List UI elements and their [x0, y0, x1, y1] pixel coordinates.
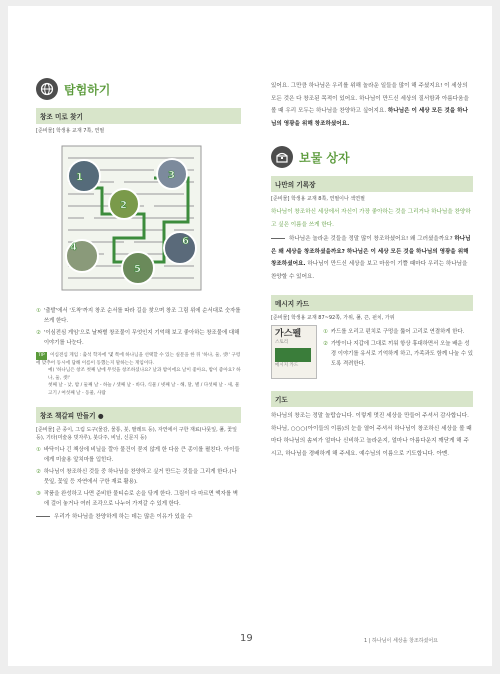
continuation-bold: 하나님은 이 세상 모든 것을 하나님의 영광을 위해 창조하셨어요.: [271, 108, 468, 127]
step-number: ①: [36, 308, 41, 314]
maze-label-4: 4: [70, 242, 77, 253]
treasure-heading: [271, 144, 473, 170]
maze-section-bar: 창조 미로 찾기: [36, 108, 241, 124]
card-subtitle: 스토리: [275, 340, 289, 345]
closing-text: 우리가 하나님을 찬양하게 하는 데는 많은 이유가 있을 수: [54, 514, 193, 520]
running-title: 1 | 하나님이 세상을 창조하셨어요: [364, 638, 439, 644]
step-number: ②: [323, 341, 328, 347]
card-section-bar: 메시지 카드: [271, 295, 473, 311]
step-text: 바닥이나 긴 책상에 비닐을 깔아 물건이 묻지 않게 한 다음 큰 종이를 펼친다. 아이들에게 미술용 앞치마를 입힌다.: [43, 447, 240, 463]
record-body-bold: 하나님은 왜 세상을 창조하셨을까요? 하나님은 이 세상 모든 것을 하나님의 영광을 위해 창조하셨어요.: [271, 236, 471, 267]
maze-label-6: 6: [182, 236, 189, 247]
record-green-text: 하나님이 창조하신 세상에서 자신이 가장 좋아하는 것을 그리거나 하나님을 찬양하고 싶은 이름을 쓰게 한다.: [271, 209, 471, 228]
creation-maze-image: [54, 138, 209, 298]
tip-box: [36, 352, 241, 397]
continuation-text: 있어요. 그만큼 하나님은 우리를 위해 놀라운 일들을 많이 해 주셨지요! 이 세상의 모든 것은 다 창조된 목적이 있어요. 하나님이 만드신 세상의 질서함과 아름다움을 볼 때 우리 모두는 하나님을 찬양하고 싶어지요.: [271, 83, 469, 114]
document-page: [8, 6, 492, 666]
card-title: 가스펠: [275, 329, 302, 339]
step-number: ②: [36, 330, 41, 336]
tip-line: 이심전심 게임 : 출석 학자에 '몇 쪽에 하나님을 선택할 수 있는 실문을 한 뒤 '하나, 둘, 셋!' 구령에 맞추어 동시에 답해 이름이 동했는지 말하는는 게임이다.: [36, 353, 241, 366]
maze-circle: [164, 232, 196, 264]
tip-line: 예) '하나님은 창조 첫째 날에 무엇을 창조하셨나요? 날과 밤이에요 날이 좋아요, 밤이 좋아요? 하나, 둘, 셋!': [48, 368, 241, 381]
step-number: ③: [36, 491, 41, 497]
continuation-paragraph: [271, 80, 473, 130]
step-text: '이심전심 게임'으로 날짜별 창조물이 무엇인지 기억해 보고 좋아하는 창조물에 대해 이야기를 나눈다.: [43, 330, 240, 346]
treasure-chest-icon: [271, 146, 293, 168]
card-steps: [323, 325, 473, 379]
explore-title: 탐험하기: [64, 82, 111, 97]
card-step: [323, 327, 473, 337]
maze-circle: [68, 160, 100, 192]
tip-line: 첫째 날 - 낮, 밤 / 둘째 날 - 하늘 / 셋째 날 - 바다, 식물 / 넷째 날 - 해, 달, 별 / 다섯째 날 - 새, 물고기 / 여섯째 날 - 동물, 사람: [48, 383, 240, 396]
record-body: [271, 233, 473, 283]
record-body-text: 하나님은 놀라운 것들을 정말 많이 창조하셨어요! 왜 그러셨을까요?: [289, 236, 453, 242]
explore-heading: [36, 76, 241, 102]
step-text: 하나님이 창조하신 것들 중 하나님을 찬양하고 싶거 만드는 것들을 그리게 한다.(나뭇잎, 꽃잎 등 자연에서 구한 재료 활용).: [43, 469, 237, 485]
left-column: [36, 76, 241, 524]
maze-label-1: 1: [76, 172, 83, 183]
maze-label-2: 2: [120, 200, 127, 211]
step-text: 카드를 오리고 펀치로 구멍을 뚫어 고리로 연결하게 한다.: [330, 329, 465, 335]
maze-label-5: 5: [134, 264, 141, 275]
step-number: ②: [36, 469, 41, 475]
treasure-title: 보물 상자: [299, 150, 350, 165]
bookmark-prep: [준비물] 큰 종이, 그림 도구(물감, 물통, 붓, 팔레트 등), 자연에서 구한 재료(나뭇잎, 풀, 꽃잎 등), 기타(미술용 빗자루), 붓다주, 비닐, 신문지 등): [36, 427, 237, 441]
step-text: 작품을 완성하고 나면 준비한 물티슈로 손을 닦게 한다. 그림이 다 마르면 액자를 벽에 걸어 놓거나 여러 조각으로 나누어 가져갈 수 있게 한다.: [43, 491, 238, 507]
bookmark-step: [36, 445, 241, 465]
maze-step: [36, 328, 241, 348]
prayer-text: 하나님의 창조는 정말 놀랍습니다. 이렇게 멋진 세상을 만들어 주셔서 감사합니다. 하나님, ○○○(아이들의 이름)의 눈을 열어 주셔서 하나님이 창조하신 세상을 볼 때마다 하나님의 솜씨가 얼마나 신비하고 놀라운지, 얼마나 아름다운지 깨닫게 해 주시고, 하나님을 경배하게 해 주세요. 예수님의 이름으로 기도합니다. 아멘.: [271, 413, 472, 457]
right-column: [271, 80, 473, 460]
record-prep: [준비물] 학생용 교재 8쪽, 연필이나 색연필: [271, 196, 365, 202]
step-text: 가방이나 지갑에 그대로 끼워 항상 휴대하면서 오늘 배운 성경 이야기를 유서로 기억하게 하고, 가족과도 함께 나눌 수 있도록 격려한다.: [330, 341, 473, 367]
bookmark-step: [36, 489, 241, 509]
maze-label-3: 3: [168, 170, 175, 181]
card-prep: [준비물] 학생용 교재 87~92쪽, 가위, 풀, 끈, 펀치, 가위: [271, 315, 395, 321]
maze-prep: [준비물] 학생용 교재 7쪽, 연필: [36, 128, 105, 134]
step-number: ①: [323, 329, 328, 335]
message-card-image: [271, 325, 317, 379]
step-number: ①: [36, 447, 41, 453]
record-body-end: 하나님이 만드신 세상을 보고 마음이 기쁠 때마다 우리는 하나님을 찬양할 수 있어요.: [271, 261, 468, 280]
prayer-section-bar: 기도: [271, 391, 473, 407]
bookmark-section-bar: 창조 책갈피 만들기 ●: [36, 407, 241, 423]
step-text: '출발'에서 '도착'까지 창조 순서를 따라 길을 찾으며 창조 그림 위에 순서대로 숫자를 쓰게 한다.: [43, 308, 241, 324]
dash-divider: [36, 516, 50, 517]
card-step: [323, 339, 473, 369]
page-number: 19: [240, 633, 253, 644]
bookmark-step: [36, 467, 241, 487]
card-band: [275, 348, 311, 362]
tip-tag: TIP: [38, 353, 45, 358]
page-footer: [8, 633, 492, 653]
maze-step: [36, 306, 241, 326]
dash-divider: [271, 238, 285, 239]
card-caption: 메시지 카드: [275, 363, 299, 368]
closing-line: [36, 511, 241, 524]
record-section-bar: 나만의 기록장: [271, 176, 473, 192]
globe-icon: [36, 78, 58, 100]
card-content: [271, 325, 473, 379]
